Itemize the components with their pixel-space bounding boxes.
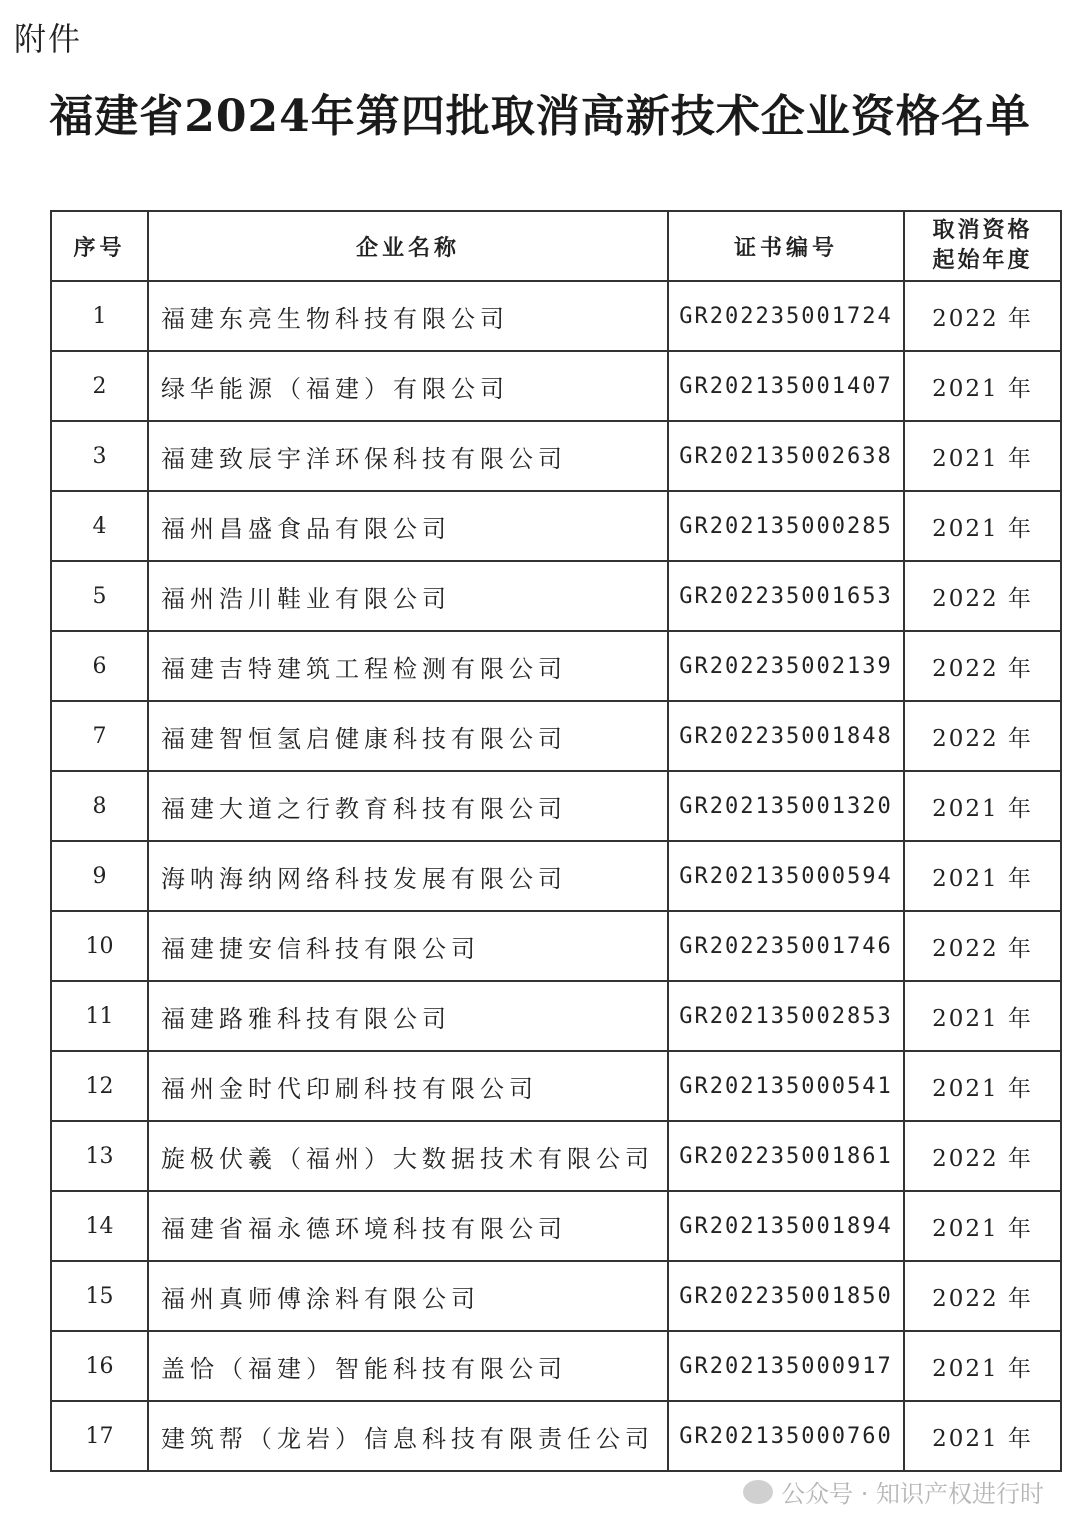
row-index: 13 — [51, 1121, 148, 1191]
row-company-name: 福建致辰宇洋环保科技有限公司 — [148, 421, 668, 491]
row-revocation-year: 2021 年 — [904, 981, 1061, 1051]
row-certificate-number: GR202235001746 — [668, 911, 904, 981]
table-row — [51, 1051, 1061, 1121]
row-index: 3 — [51, 421, 148, 491]
row-certificate-number: GR202135002638 — [668, 421, 904, 491]
row-certificate-number: GR202135000917 — [668, 1331, 904, 1401]
row-company-name: 福州浩川鞋业有限公司 — [148, 561, 668, 631]
revocation-table — [50, 210, 1062, 1472]
row-company-name: 福建捷安信科技有限公司 — [148, 911, 668, 981]
row-certificate-number: GR202135000541 — [668, 1051, 904, 1121]
table-row — [51, 281, 1061, 351]
table-row — [51, 841, 1061, 911]
row-certificate-number: GR202235002139 — [668, 631, 904, 701]
table-body — [51, 281, 1061, 1471]
row-certificate-number: GR202235001848 — [668, 701, 904, 771]
table-row — [51, 1401, 1061, 1471]
row-index: 12 — [51, 1051, 148, 1121]
row-index: 14 — [51, 1191, 148, 1261]
row-company-name: 福建东亮生物科技有限公司 — [148, 281, 668, 351]
document-title: 福建省2024年第四批取消高新技术企业资格名单 — [49, 91, 1031, 142]
header-company: 企业名称 — [148, 211, 668, 281]
table-row — [51, 981, 1061, 1051]
row-revocation-year: 2021 年 — [904, 491, 1061, 561]
table-row — [51, 1261, 1061, 1331]
row-index: 8 — [51, 771, 148, 841]
row-certificate-number: GR202135001407 — [668, 351, 904, 421]
header-year-line1: 取消资格 — [932, 218, 1033, 243]
row-revocation-year: 2021 年 — [904, 771, 1061, 841]
row-revocation-year: 2022 年 — [904, 281, 1061, 351]
row-company-name: 福建省福永德环境科技有限公司 — [148, 1191, 668, 1261]
header-year — [904, 211, 1061, 281]
row-index: 1 — [51, 281, 148, 351]
row-certificate-number: GR202135000760 — [668, 1401, 904, 1471]
row-index: 16 — [51, 1331, 148, 1401]
row-certificate-number: GR202235001653 — [668, 561, 904, 631]
row-revocation-year: 2022 年 — [904, 911, 1061, 981]
row-index: 15 — [51, 1261, 148, 1331]
row-revocation-year: 2021 年 — [904, 1331, 1061, 1401]
row-revocation-year: 2022 年 — [904, 1261, 1061, 1331]
table-row — [51, 421, 1061, 491]
watermark — [743, 1474, 1044, 1509]
row-company-name: 旋极伏羲（福州）大数据技术有限公司 — [148, 1121, 668, 1191]
row-revocation-year: 2022 年 — [904, 701, 1061, 771]
row-company-name: 绿华能源（福建）有限公司 — [148, 351, 668, 421]
row-certificate-number: GR202135000594 — [668, 841, 904, 911]
row-company-name: 福建智恒氢启健康科技有限公司 — [148, 701, 668, 771]
table-row — [51, 911, 1061, 981]
row-certificate-number: GR202235001861 — [668, 1121, 904, 1191]
row-revocation-year: 2022 年 — [904, 561, 1061, 631]
row-revocation-year: 2021 年 — [904, 421, 1061, 491]
table-row — [51, 771, 1061, 841]
row-index: 7 — [51, 701, 148, 771]
table-row — [51, 1331, 1061, 1401]
row-certificate-number: GR202135000285 — [668, 491, 904, 561]
row-company-name: 福州金时代印刷科技有限公司 — [148, 1051, 668, 1121]
table-row — [51, 491, 1061, 561]
row-revocation-year: 2022 年 — [904, 631, 1061, 701]
row-index: 9 — [51, 841, 148, 911]
row-revocation-year: 2021 年 — [904, 1191, 1061, 1261]
row-company-name: 福建吉特建筑工程检测有限公司 — [148, 631, 668, 701]
row-index: 11 — [51, 981, 148, 1051]
attachment-label: 附件 — [14, 20, 83, 58]
table-row — [51, 351, 1061, 421]
row-index: 17 — [51, 1401, 148, 1471]
table-row — [51, 1191, 1061, 1261]
row-certificate-number: GR202235001724 — [668, 281, 904, 351]
row-index: 6 — [51, 631, 148, 701]
row-certificate-number: GR202135001320 — [668, 771, 904, 841]
header-index: 序号 — [51, 211, 148, 281]
row-revocation-year: 2021 年 — [904, 1401, 1061, 1471]
row-certificate-number: GR202135001894 — [668, 1191, 904, 1261]
row-index: 4 — [51, 491, 148, 561]
row-index: 2 — [51, 351, 148, 421]
header-certificate: 证书编号 — [668, 211, 904, 281]
row-index: 10 — [51, 911, 148, 981]
table-row — [51, 701, 1061, 771]
row-company-name: 建筑帮（龙岩）信息科技有限责任公司 — [148, 1401, 668, 1471]
row-company-name: 盖恰（福建）智能科技有限公司 — [148, 1331, 668, 1401]
row-index: 5 — [51, 561, 148, 631]
table-row — [51, 561, 1061, 631]
row-certificate-number: GR202235001850 — [668, 1261, 904, 1331]
row-revocation-year: 2021 年 — [904, 1051, 1061, 1121]
table-row — [51, 631, 1061, 701]
header-year-line2: 起始年度 — [932, 248, 1033, 273]
watermark-text: 公众号 · 知识产权进行时 — [781, 1480, 1044, 1508]
row-company-name: 海呐海纳网络科技发展有限公司 — [148, 841, 668, 911]
row-company-name: 福建大道之行教育科技有限公司 — [148, 771, 668, 841]
row-revocation-year: 2022 年 — [904, 1121, 1061, 1191]
row-company-name: 福州昌盛食品有限公司 — [148, 491, 668, 561]
wechat-icon — [743, 1480, 773, 1504]
row-revocation-year: 2021 年 — [904, 351, 1061, 421]
row-company-name: 福建路雅科技有限公司 — [148, 981, 668, 1051]
table-row — [51, 1121, 1061, 1191]
table-header-row — [51, 211, 1061, 281]
row-revocation-year: 2021 年 — [904, 841, 1061, 911]
row-certificate-number: GR202135002853 — [668, 981, 904, 1051]
row-company-name: 福州真师傅涂料有限公司 — [148, 1261, 668, 1331]
